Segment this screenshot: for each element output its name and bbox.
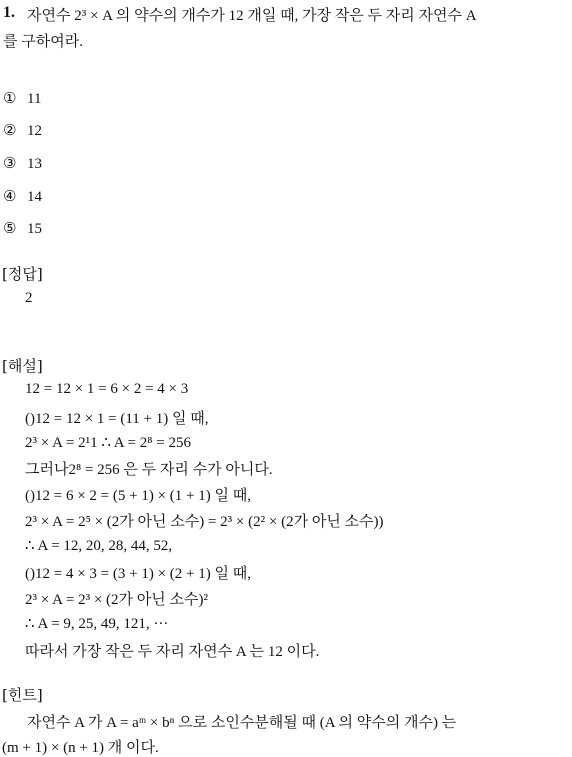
solution-line: ()12 = 12 × 1 = (11 + 1) 일 때, bbox=[25, 411, 209, 427]
solution-line: 12 = 12 × 1 = 6 × 2 = 4 × 3 bbox=[25, 381, 189, 397]
solution-line: 2³ × A = 2⁵ × (2가 아닌 소수) = 2³ × (2² × (2가 아닌 소수)) bbox=[25, 514, 384, 530]
solution-heading: [해설] bbox=[2, 357, 43, 375]
choice-value: 11 bbox=[27, 91, 42, 107]
choice-5[interactable] bbox=[3, 219, 42, 238]
answer-heading: [정답] bbox=[2, 265, 43, 283]
choice-value: 15 bbox=[27, 221, 42, 237]
choice-value: 14 bbox=[27, 189, 42, 205]
solution-line: ∴ A = 12, 20, 28, 44, 52, bbox=[25, 538, 173, 554]
choice-marker: ② bbox=[3, 121, 17, 139]
solution-line: 2³ × A = 2³ × (2가 아닌 소수)² bbox=[25, 592, 208, 608]
choice-marker: ③ bbox=[3, 154, 17, 172]
choice-marker: ④ bbox=[3, 187, 17, 205]
choice-marker: ① bbox=[3, 89, 17, 107]
choice-4[interactable] bbox=[3, 187, 42, 206]
choice-3[interactable] bbox=[3, 154, 42, 173]
hint-line2: (m + 1) × (n + 1) 개 이다. bbox=[2, 740, 159, 756]
choice-2[interactable] bbox=[3, 121, 42, 140]
question-text-line1: 자연수 2³ × A 의 약수의 개수가 12 개일 때, 가장 작은 두 자리 자연수 A bbox=[27, 8, 477, 24]
solution-line: 2³ × A = 2¹1 ∴ A = 2⁸ = 256 bbox=[25, 435, 191, 451]
solution-line: 따라서 가장 작은 두 자리 자연수 A 는 12 이다. bbox=[25, 644, 320, 660]
choice-value: 13 bbox=[27, 156, 42, 172]
solution-line: ∴ A = 9, 25, 49, 121, ··· bbox=[25, 616, 169, 632]
hint-heading: [힌트] bbox=[2, 686, 43, 704]
choice-value: 12 bbox=[27, 123, 42, 139]
answer-value: 2 bbox=[25, 290, 33, 306]
solution-line: ()12 = 4 × 3 = (3 + 1) × (2 + 1) 일 때, bbox=[25, 566, 251, 582]
question-number: 1. bbox=[3, 4, 15, 21]
hint-line1: 자연수 A 가 A = aᵐ × bⁿ 으로 소인수분해될 때 (A 의 약수의 개수) 는 bbox=[27, 715, 457, 731]
solution-line: 그러나2⁸ = 256 은 두 자리 수가 아니다. bbox=[25, 462, 273, 478]
question-text-line2: 를 구하여라. bbox=[3, 34, 83, 50]
choice-1[interactable] bbox=[3, 89, 41, 108]
choice-marker: ⑤ bbox=[3, 219, 17, 237]
solution-line: ()12 = 6 × 2 = (5 + 1) × (1 + 1) 일 때, bbox=[25, 488, 251, 504]
